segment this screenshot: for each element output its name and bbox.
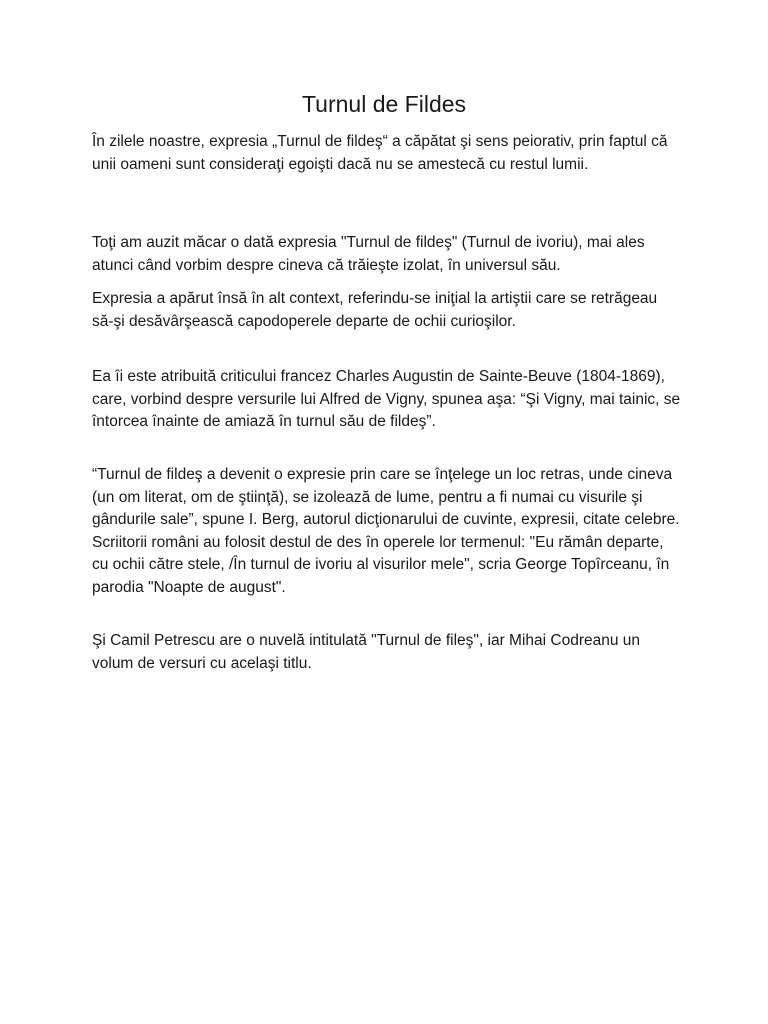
paragraph-4: Ea îi este atribuită criticului francez Charles Augustin de Sainte-Beuve (1804-1869), care, vorbind despre versurile lui Alfred de Vigny, spunea aşa: “Şi Vigny, mai tainic, se întorcea înainte de amiază în turnul său de fildeş”. [92,368,681,430]
paragraph-5: “Turnul de fildeş a devenit o expresie prin care se înţelege un loc retras, unde cineva (un om literat, om de ştiinţă), se izolează de lume, pentru a fi numai cu visurile şi gândurile sale”, spune I. Berg, autorul dicţionarului de cuvinte, expresii, citate celebre. Scriitorii români au folosit destul de des în operele lor termenul: "Eu rămân departe, cu ochii către stele, /În turnul de ivoriu al visurilor mele", scria George Topîrceanu, în parodia "Noapte de august". [92,466,680,596]
paragraph-2: Toţi am auzit măcar o dată expresia "Turnul de fildeş" (Turnul de ivoriu), mai ales atunci când vorbim despre cineva că trăieşte izolat, în universul său. [92,234,645,274]
paragraph-3: Expresia a apărut însă în alt context, referindu-se iniţial la artiştii care se retrăgeau să-şi desăvârşească capodoperele departe de ochii curioşilor. [92,290,658,330]
document-title: Turnul de Fildes [301,91,467,117]
paragraph-6: Şi Camil Petrescu are o nuvelă intitulată "Turnul de fileş", iar Mihai Codreanu un volum de versuri cu acelaşi titlu. [92,632,641,672]
paragraph-1: În zilele noastre, expresia „Turnul de fildeş“ a căpătat şi sens peiorativ, prin faptul că unii oameni sunt consideraţi egoişti dacă nu se amestecă cu restul lumii. [92,133,668,173]
